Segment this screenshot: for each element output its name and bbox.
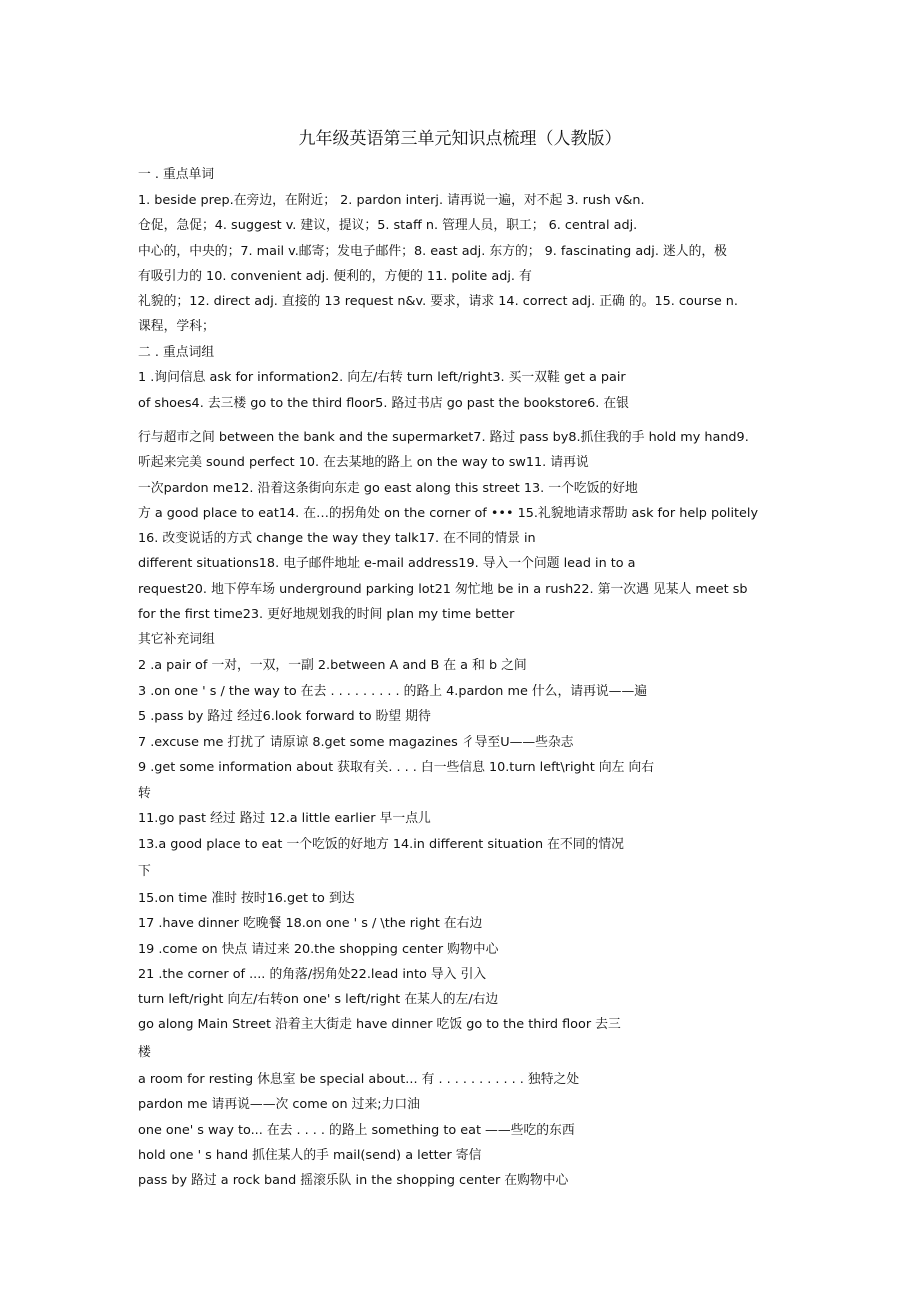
text-line: for the first time23. 更好地规划我的时间 plan my time better: [138, 607, 515, 622]
text-line: 礼貌的；12. direct adj. 直接的 13 request n&v. 要求，请求 14. correct adj. 正确 的。15. course n.: [138, 294, 738, 309]
text-line: one one' s way to... 在去 . . . . 的路上 something to eat ——些吃的东西: [138, 1123, 575, 1138]
text-line: 楼: [138, 1045, 151, 1060]
text-line: hold one ' s hand 抓住某人的手 mail(send) a letter 寄信: [138, 1148, 482, 1163]
text-line: 11.go past 经过 路过 12.a little earlier 早一点儿: [138, 811, 431, 826]
text-line: 二 . 重点词组: [138, 345, 215, 360]
text-line: 2 .a pair of 一对，一双，一副 2.between A and B 在 a 和 b 之间: [138, 658, 527, 673]
text-line: 17 .have dinner 吃晚餐 18.on one ' s / \the right 在右边: [138, 916, 483, 931]
text-line: request20. 地下停车场 underground parking lot21 匆忙地 be in a rush22. 第一次遇 见某人 meet sb: [138, 582, 748, 597]
text-line: 行与超市之间 between the bank and the supermarket7. 路过 pass by8.抓住我的手 hold my hand9.: [138, 430, 749, 445]
text-line: pardon me 请再说——次 come on 过来;力口油: [138, 1097, 420, 1112]
text-line: 有吸引力的 10. convenient adj. 便利的，方便的 11. polite adj. 有: [138, 269, 532, 284]
text-line: 仓促，急促；4. suggest v. 建议，提议；5. staff n. 管理人员，职工； 6. central adj.: [138, 218, 638, 233]
text-line: 19 .come on 快点 请过来 20.the shopping center 购物中心: [138, 942, 499, 957]
text-line: different situations18. 电子邮件地址 e-mail address19. 导入一个问题 lead in to a: [138, 556, 636, 571]
text-line: 课程，学科；: [138, 319, 215, 334]
text-line: 一次pardon me12. 沿着这条街向东走 go east along this street 13. 一个吃饭的好地: [138, 481, 638, 496]
text-line: of shoes4. 去三楼 go to the third floor5. 路过书店 go past the bookstore6. 在银: [138, 396, 629, 411]
text-line: 方 a good place to eat14. 在…的拐角处 on the corner of ••• 15.礼貌地请求帮助 ask for help politely: [138, 506, 759, 521]
text-line: 1 .询问信息 ask for information2. 向左/右转 turn left/right3. 买一双鞋 get a pair: [138, 370, 626, 385]
text-line: 5 .pass by 路过 经过6.look forward to 盼望 期待: [138, 709, 431, 724]
text-line: 13.a good place to eat 一个吃饭的好地方 14.in different situation 在不同的情况: [138, 837, 624, 852]
text-line: 一 . 重点单词: [138, 167, 215, 182]
text-line: 下: [138, 864, 151, 879]
text-line: 转: [138, 786, 151, 801]
text-line: 1. beside prep.在旁边，在附近； 2. pardon interj. 请再说一遍，对不起 3. rush v&n.: [138, 193, 645, 208]
text-line: go along Main Street 沿着主大街走 have dinner 吃饭 go to the third floor 去三: [138, 1017, 621, 1032]
text-line: 其它补充词组: [138, 632, 215, 647]
text-line: 21 .the corner of .... 的角落/拐角处22.lead into 导入 引入: [138, 967, 487, 982]
text-line: turn left/right 向左/右转on one' s left/right 在某人的左/右边: [138, 992, 499, 1007]
text-line: a room for resting 休息室 be special about... 有 . . . . . . . . . . . 独特之处: [138, 1072, 580, 1087]
page-title: 九年级英语第三单元知识点梳理（人教版）: [298, 129, 622, 149]
text-line: 听起来完美 sound perfect 10. 在去某地的路上 on the way to sw11. 请再说: [138, 455, 589, 470]
text-line: pass by 路过 a rock band 摇滚乐队 in the shopping center 在购物中心: [138, 1173, 569, 1188]
text-line: 3 .on one ' s / the way to 在去 . . . . . . . . . 的路上 4.pardon me 什么，请再说——遍: [138, 684, 648, 699]
text-line: 7 .excuse me 打扰了 请原谅 8.get some magazines 彳导至U——些杂志: [138, 735, 574, 750]
text-line: 16. 改变说话的方式 change the way they talk17. 在不同的情景 in: [138, 531, 536, 546]
text-line: 9 .get some information about 获取有关. . . . 白一些信息 10.turn left\right 向左 向右: [138, 760, 655, 775]
text-line: 中心的，中央的；7. mail v.邮寄；发电子邮件；8. east adj. 东方的； 9. fascinating adj. 迷人的，极: [138, 244, 727, 259]
text-line: 15.on time 准时 按时16.get to 到达: [138, 891, 355, 906]
